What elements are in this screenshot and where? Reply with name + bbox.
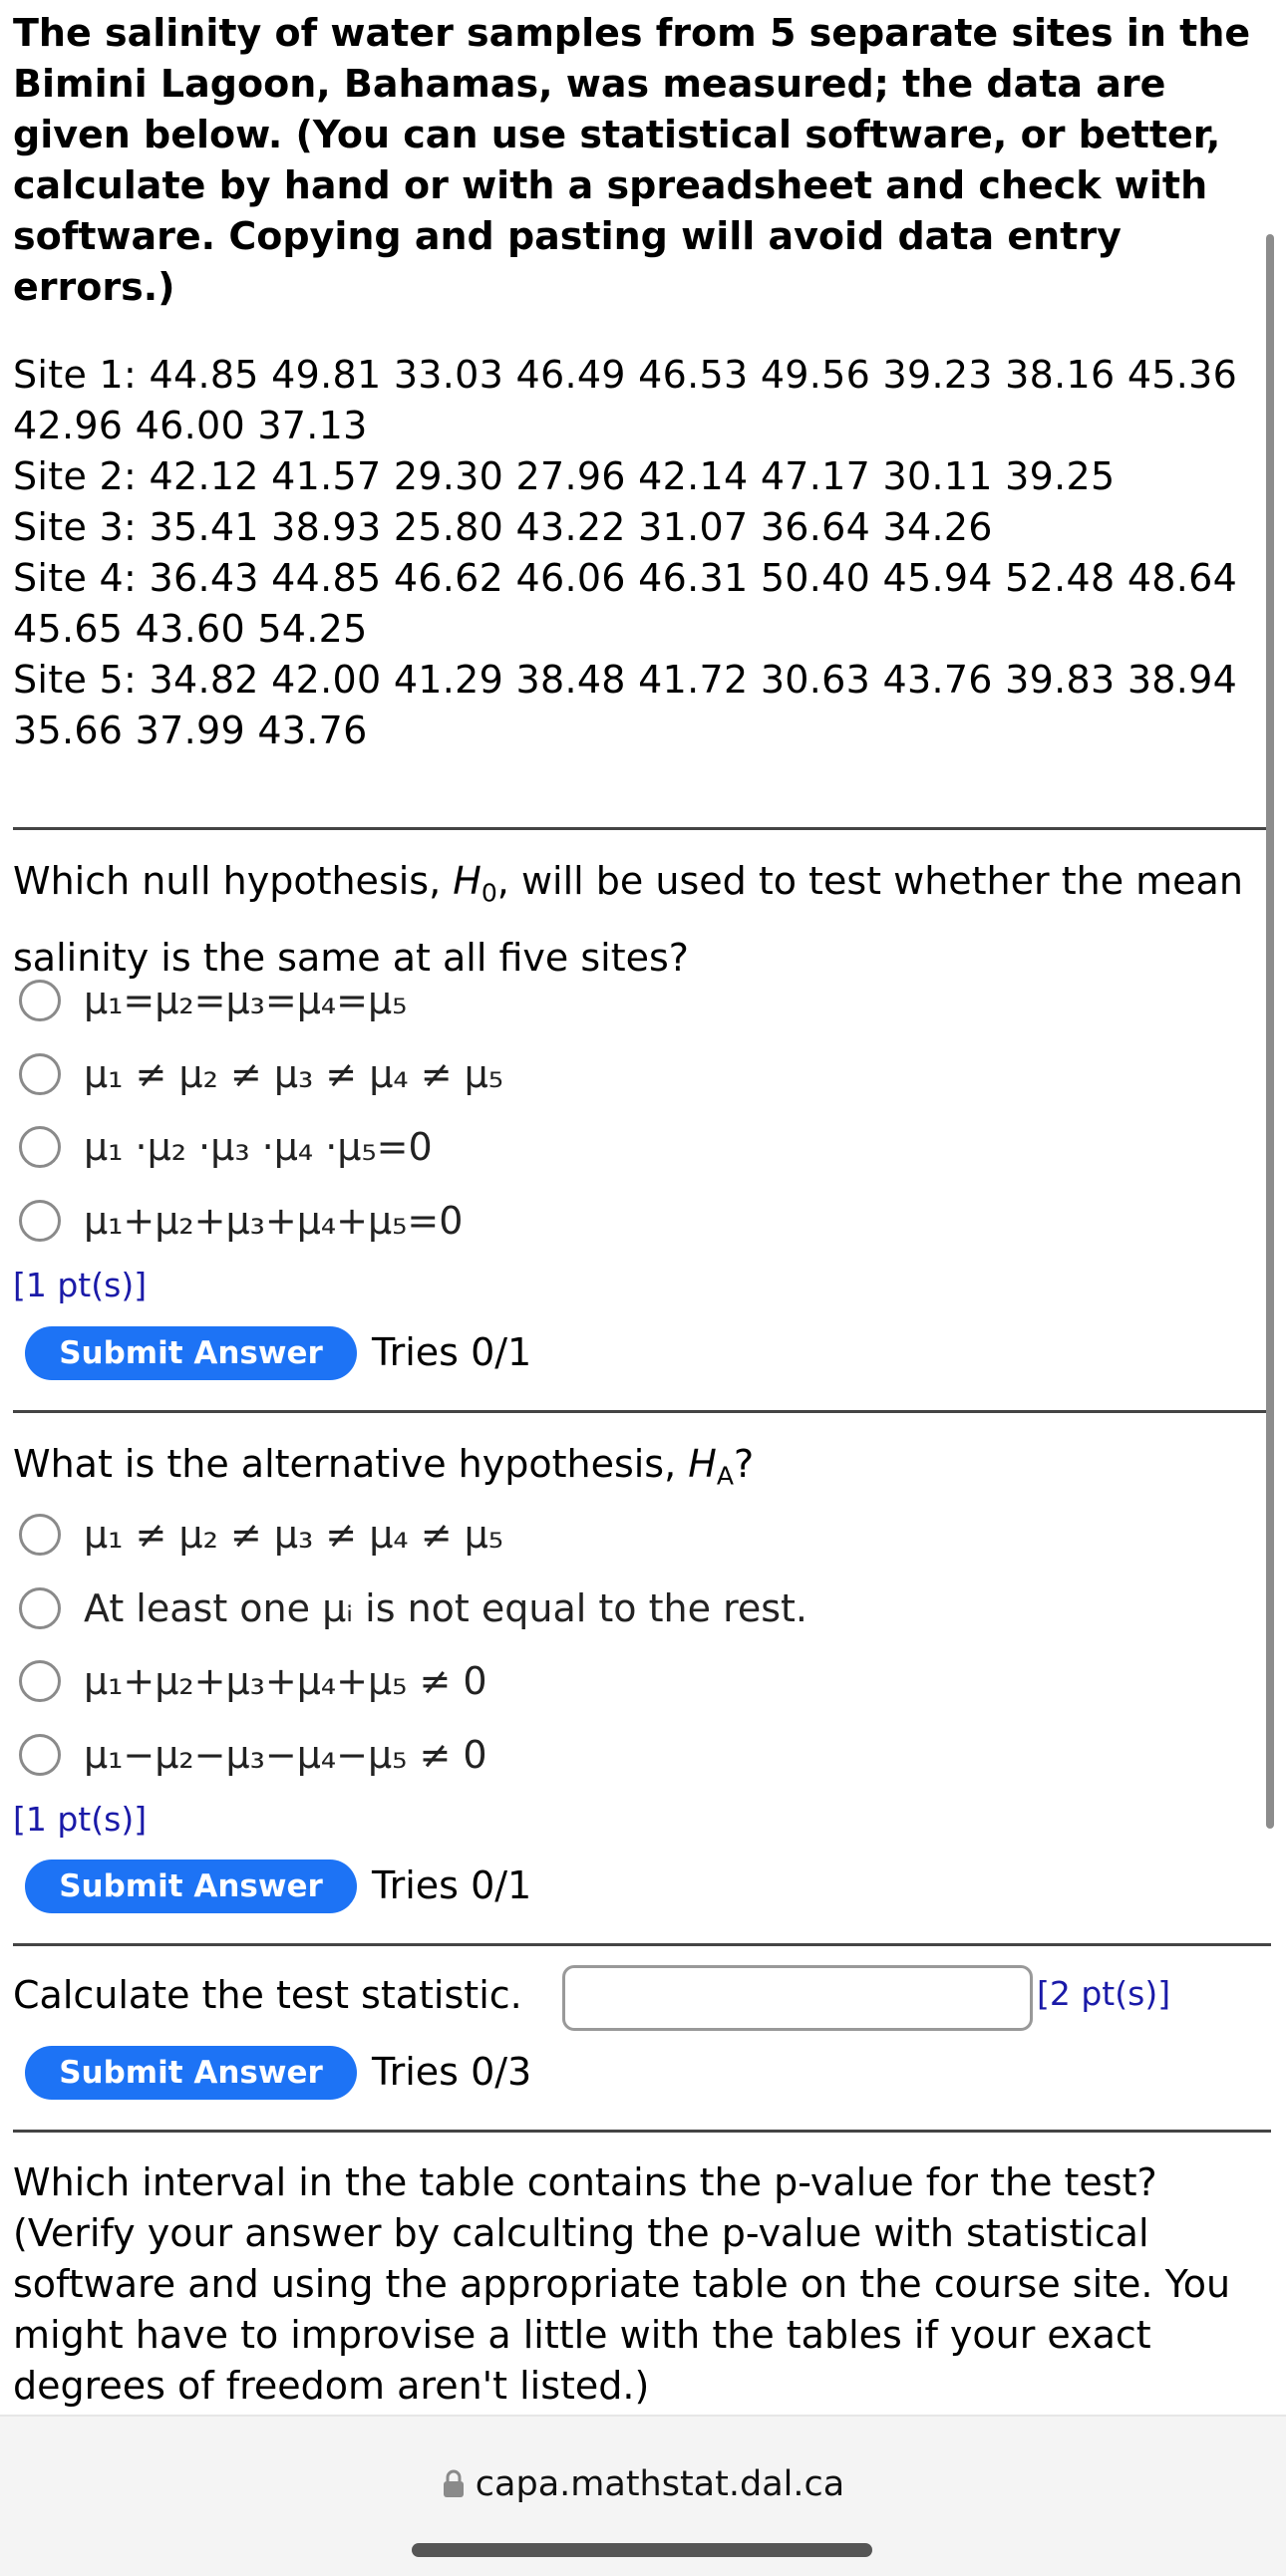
site-1-data: Site 1: 44.85 49.81 33.03 46.49 46.53 49.56 39.23 38.16 45.36 42.96 46.00 37.13 [13,353,1250,447]
submit-answer-button[interactable]: Submit Answer [25,1860,357,1913]
divider [13,2130,1271,2133]
alternative-hypothesis-question: What is the alternative hypothesis, $H_A$? [13,1442,755,1491]
option-label: μ₁ ≠ μ₂ ≠ μ₃ ≠ μ₄ ≠ μ₅ [84,1052,504,1096]
option-label: μ₁=μ₂=μ₃=μ₄=μ₅ [84,979,408,1022]
null-option-1[interactable] [19,971,407,1030]
site-3-data: Site 3: 35.41 38.93 25.80 43.22 31.07 36.64 34.26 [13,505,993,549]
test-statistic-label: Calculate the test statistic. [13,1973,522,2017]
divider [13,1410,1271,1413]
null-hypothesis-question: Which null hypothesis, $H_0$, will be used to test whether the mean salinity is the same at all five sites? [13,859,1243,980]
submit-answer-button[interactable]: Submit Answer [25,2046,357,2100]
option-label: μ₁+μ₂+μ₃+μ₄+μ₅ ≠ 0 [84,1659,487,1703]
lock-icon [442,2467,466,2507]
radio-button[interactable] [19,1587,61,1629]
divider [13,827,1271,830]
points-label: [1 pt(s)] [13,1266,148,1304]
option-label: At least one μᵢ is not equal to the rest. [84,1586,808,1630]
points-label: [1 pt(s)] [13,1800,148,1839]
radio-button[interactable] [19,1053,61,1095]
alt-option-4[interactable] [19,1725,487,1785]
radio-button[interactable] [19,1660,61,1702]
radio-button[interactable] [19,1514,61,1556]
null-option-3[interactable] [19,1117,433,1177]
option-label: μ₁+μ₂+μ₃+μ₄+μ₅=0 [84,1199,464,1243]
alt-option-3[interactable] [19,1651,487,1711]
option-label: μ₁−μ₂−μ₃−μ₄−μ₅ ≠ 0 [84,1733,487,1777]
site-data [13,350,1271,756]
p-value-question: Which interval in the table contains the p-value for the test? (Verify your answer by calculting the p-value with statistical software and using the appropriate table on the course site. You might have to improvise a little with the tables if your exact degrees of freedom aren't listed.) [13,2160,1231,2408]
url-display[interactable] [0,2464,1286,2507]
url-text: capa.mathstat.dal.ca [475,2464,845,2504]
submit-answer-button[interactable]: Submit Answer [25,1326,357,1380]
tries-counter: Tries 0/3 [372,2050,532,2094]
radio-button[interactable] [19,1734,61,1776]
tries-counter: Tries 0/1 [372,1863,532,1907]
option-label: μ₁ ·μ₂ ·μ₃ ·μ₄ ·μ₅=0 [84,1125,433,1169]
home-indicator[interactable] [412,2543,872,2557]
option-label: μ₁ ≠ μ₂ ≠ μ₃ ≠ μ₄ ≠ μ₅ [84,1513,504,1557]
problem-intro: The salinity of water samples from 5 separate sites in the Bimini Lagoon, Bahamas, was measured; the data are given below. (You can use statistical software, or better, calculate by hand or with a spreadsheet and check with software. Copying and pasting will avoid data entry errors.) [13,11,1251,309]
points-label: [2 pt(s)] [1037,1974,1171,2013]
alt-option-2[interactable] [19,1578,807,1638]
site-4-data: Site 4: 36.43 44.85 46.62 46.06 46.31 50.40 45.94 52.48 48.64 45.65 43.60 54.25 [13,556,1250,651]
site-5-data: Site 5: 34.82 42.00 41.29 38.48 41.72 30.63 43.76 39.83 38.94 35.66 37.99 43.76 [13,658,1250,752]
null-option-2[interactable] [19,1044,503,1104]
radio-button[interactable] [19,1200,61,1242]
radio-button[interactable] [19,980,61,1021]
scrollbar[interactable] [1266,234,1274,1829]
site-2-data: Site 2: 42.12 41.57 29.30 27.96 42.14 47.17 30.11 39.25 [13,454,1116,498]
test-statistic-input[interactable] [562,1965,1033,2031]
alt-option-1[interactable] [19,1505,503,1565]
divider [13,1943,1271,1946]
tries-counter: Tries 0/1 [372,1330,532,1374]
browser-address-bar[interactable] [0,2415,1286,2576]
null-option-4[interactable] [19,1191,463,1251]
radio-button[interactable] [19,1126,61,1168]
